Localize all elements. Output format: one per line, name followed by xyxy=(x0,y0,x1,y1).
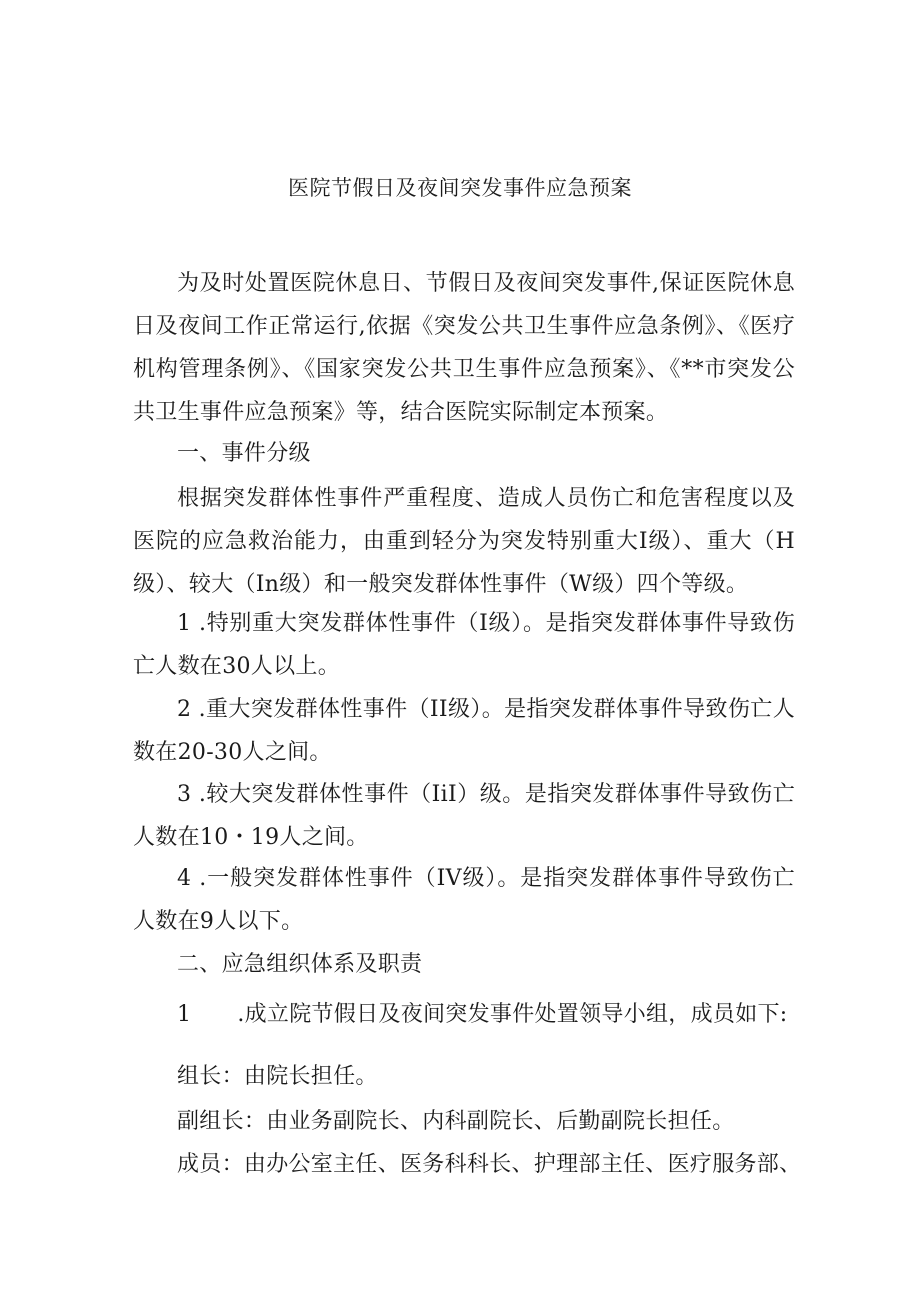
section-heading-2: 二、应急组织体系及职责 xyxy=(177,952,423,977)
level-item-3: 3 .较大突发群体性事件（IiI）级。是指突发群体事件导致伤亡人数在10・19人之间。 xyxy=(133,782,795,850)
section1-intro-paragraph: 根据突发群体性事件严重程度、造成人员伤亡和危害程度以及医院的应急救治能力，由重到轻分为突发特别重大I级）、重大（H级）、较大（In级）和一般突发群体性事件（W级）四个等级。 xyxy=(133,486,795,597)
section2-item-1-text: .成立院节假日及夜间突发事件处置领导小组，成员如下: xyxy=(237,1002,788,1027)
intro-paragraph: 为及时处置医院休息日、节假日及夜间突发事件,保证医院休息日及夜间工作正常运行,依据《突发公共卫生事件应急条例》、《医疗机构管理条例》、《国家突发公共卫生事件应急预案》、《**市突发公共卫生事件应急预案》等，结合医院实际制定本预案。 xyxy=(133,271,795,425)
members-line: 成员：由办公室主任、医务科科长、护理部主任、医疗服务部、 xyxy=(177,1152,802,1177)
section2-item-1-number: 1 xyxy=(177,1002,192,1027)
level-item-1: 1 .特别重大突发群体性事件（I级）。是指突发群体事件导致伤亡人数在30人以上。 xyxy=(133,611,795,679)
section-heading-1: 一、事件分级 xyxy=(177,441,311,466)
leader-line: 组长：由院长担任。 xyxy=(177,1064,378,1089)
level-item-4: 4 .一般突发群体性事件（IV级）。是指突发群体事件导致伤亡人数在9人以下。 xyxy=(133,866,795,934)
deputy-leader-line: 副组长：由业务副院长、内科副院长、后勤副院长担任。 xyxy=(177,1109,735,1134)
level-item-2: 2 .重大突发群体性事件（II级）。是指突发群体事件导致伤亡人数在20-30人之间。 xyxy=(133,697,795,765)
section2-item-1 xyxy=(177,993,788,1036)
document-title: 医院节假日及夜间突发事件应急预案 xyxy=(288,176,632,200)
